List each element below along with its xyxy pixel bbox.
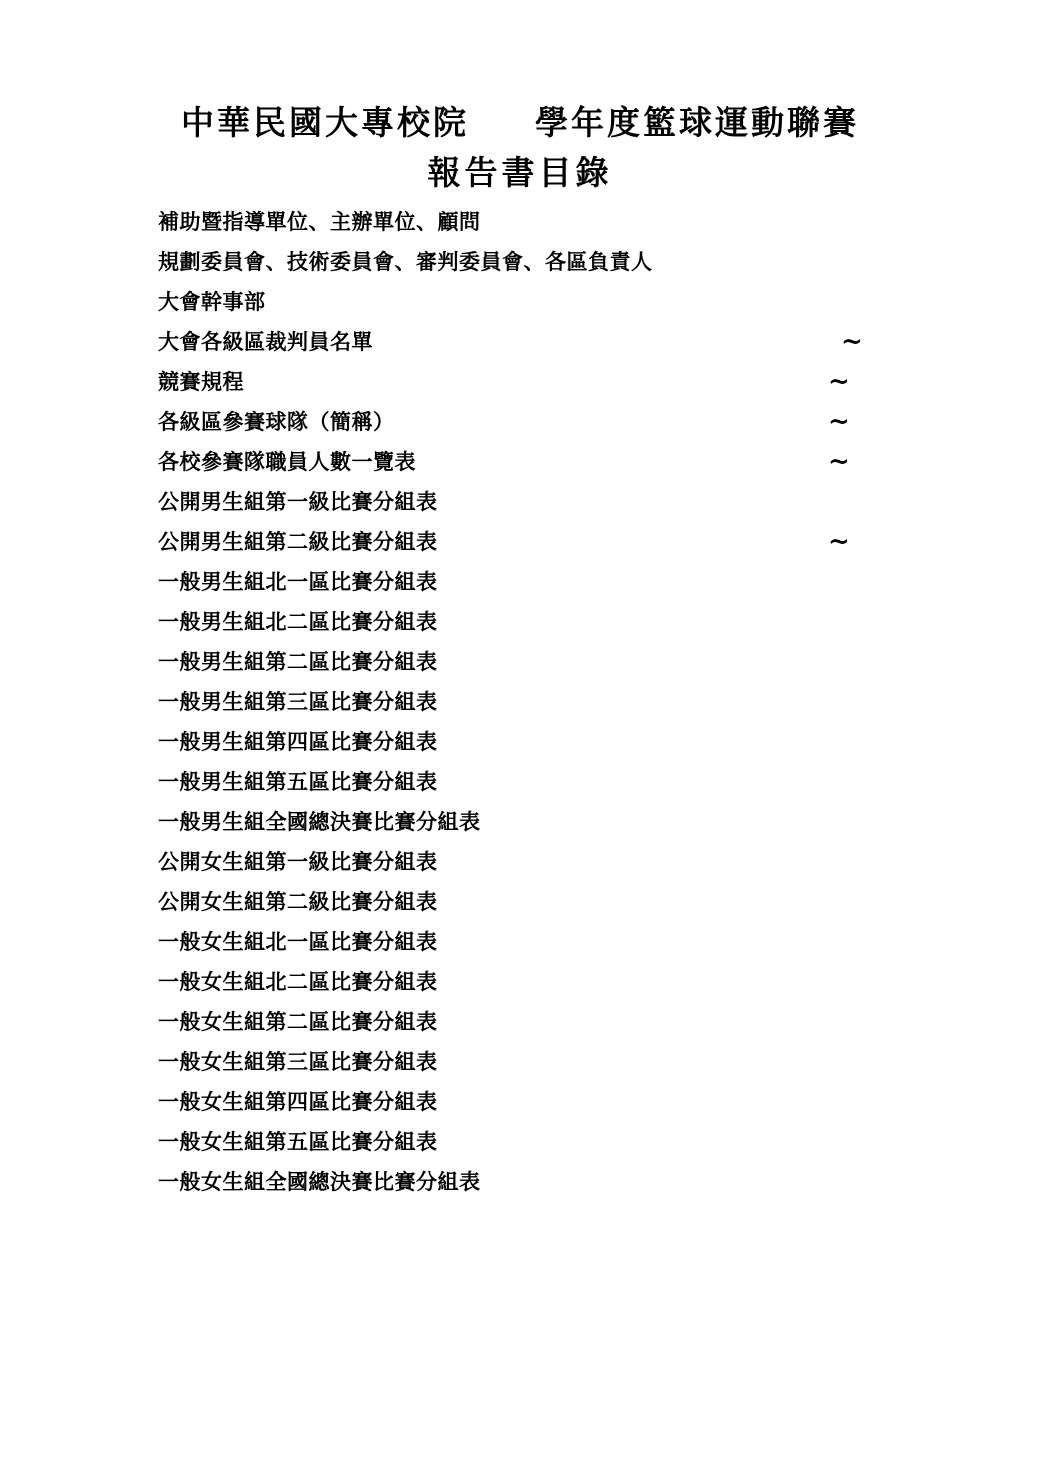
toc-entry-label: 一般男生組第五區比賽分組表 [158,769,438,794]
toc-entry [158,282,938,322]
toc-entry [158,762,938,802]
toc-entry [158,882,938,922]
toc-entry [158,1162,938,1202]
toc-entry-page-marker: ~ [841,327,863,357]
toc-entry-page-marker: ~ [828,407,850,437]
year-blank-space [469,133,535,134]
toc-entry-page-marker: ~ [828,527,850,557]
toc-entry [158,362,938,402]
toc-entry-label: 一般男生組第四區比賽分組表 [158,729,438,754]
toc-entry-label: 大會各級區裁判員名單 [158,329,373,354]
toc-entry [158,442,938,482]
toc-entry-label: 一般女生組北一區比賽分組表 [158,929,438,954]
title-line1-left: 中華民國大專校院 [181,103,469,142]
toc-entry [158,802,938,842]
toc-entry-label: 一般女生組第二區比賽分組表 [158,1009,438,1034]
toc-entry-label: 大會幹事部 [158,289,266,314]
toc-entry [158,322,938,362]
toc-entry [158,562,938,602]
toc-entry [158,842,938,882]
title-line1-right: 學年度籃球運動聯賽 [535,103,859,142]
toc-entry [158,202,938,242]
toc-entry-page-marker: ~ [828,367,850,397]
toc-entry-label: 規劃委員會、技術委員會、審判委員會、各區負責人 [158,249,653,274]
toc-entry-label: 一般男生組第二區比賽分組表 [158,649,438,674]
toc-entry-label: 一般女生組第五區比賽分組表 [158,1129,438,1154]
toc-entry-label: 一般女生組第三區比賽分組表 [158,1049,438,1074]
toc-entry [158,962,938,1002]
toc-entry-label: 公開男生組第一級比賽分組表 [158,489,438,514]
toc-entry [158,402,938,442]
toc-entry [158,242,938,282]
toc-entry-label: 一般男生組北二區比賽分組表 [158,609,438,634]
title-line-2: 報告書目錄 [427,153,613,192]
toc-entry [158,522,938,562]
toc-entry-label: 一般女生組第四區比賽分組表 [158,1089,438,1114]
toc-entry-label: 一般女生組北二區比賽分組表 [158,969,438,994]
toc-entry [158,682,938,722]
table-of-contents [158,202,938,1202]
toc-entry [158,1042,938,1082]
toc-entry-label: 各級區參賽球隊（簡稱） [158,409,395,434]
toc-entry [158,1082,938,1122]
document-title [0,98,1040,198]
toc-entry-label: 一般男生組第三區比賽分組表 [158,689,438,714]
toc-entry-label: 補助暨指導單位、主辦單位、顧問 [158,209,481,234]
toc-entry [158,602,938,642]
toc-entry-label: 一般女生組全國總決賽比賽分組表 [158,1169,481,1194]
toc-entry-page-marker: ~ [828,447,850,477]
toc-entry-label: 一般男生組全國總決賽比賽分組表 [158,809,481,834]
toc-entry [158,1002,938,1042]
toc-entry-label: 競賽規程 [158,369,244,394]
toc-entry [158,922,938,962]
toc-entry [158,1122,938,1162]
toc-entry-label: 各校參賽隊職員人數一覽表 [158,449,416,474]
toc-entry-label: 一般男生組北一區比賽分組表 [158,569,438,594]
toc-entry [158,642,938,682]
toc-entry-label: 公開女生組第二級比賽分組表 [158,889,438,914]
toc-entry-label: 公開女生組第一級比賽分組表 [158,849,438,874]
toc-entry [158,722,938,762]
toc-entry [158,482,938,522]
title-line-1 [0,98,1040,148]
toc-entry-label: 公開男生組第二級比賽分組表 [158,529,438,554]
